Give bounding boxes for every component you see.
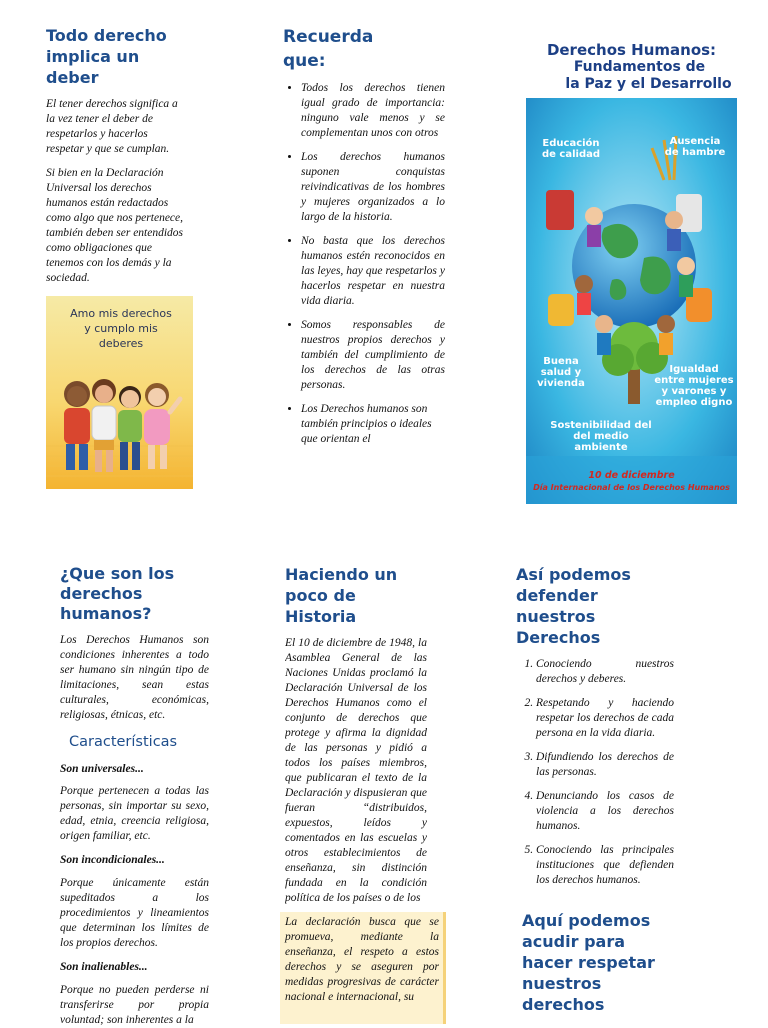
label-hunger: Ausencia de hambre [664,136,726,158]
children-illustration [46,296,193,489]
deber-paragraph-2: Si bien en la Declaración Universal los derechos humanos están redactados como algo que nos pertenece, también deben ser entendidos como obligaciones que tenemos con los demás y la sociedad. [46,167,184,284]
historia-highlight-box [280,912,446,1024]
inalienable-text: Porque no pueden perderse ni transferirse por propia voluntad; son inherentes a la [60,984,209,1026]
list-item: • Somos responsables de nuestros propios derechos y también del cumplimiento de los derechos de las otras personas. [301,318,445,393]
universal-text: Porque pertenecen a todas las personas, sin importar su sexo, edad, etnia, creencia religiosa, origen familiar, etc. [60,785,209,842]
historia-highlight-text: La declaración busca que se promueva, mediante la enseñanza, el respeto a estos derechos y se aseguren por medidas progresivas de carácter nacional e internacional, su [285,916,439,1003]
list-item: 1. Conociendo nuestros derechos y deberes. [536,657,674,687]
list-item: 4. Denunciando los casos de violencia a los derechos humanos. [536,789,674,834]
panel-title-acudir: Aquí podemos acudir para hacer respetar nuestros derechos [522,911,655,1014]
illustration-caption: Amo mis derechos y cumplo mis deberes [70,307,172,350]
incondicional-heading: Son incondicionales... [60,854,165,866]
cover-artwork [526,98,737,504]
label-education: Educación de calidad [541,138,601,160]
panel-title-deber: Todo derecho implica un deber [46,26,167,87]
label-environment: Sostenibilidad del del medio ambiente [550,420,652,453]
label-equality: Igualdad entre mujeres y varones y empleo digno [654,364,734,408]
historia-paragraph: El 10 de diciembre de 1948, la Asamblea General de las Naciones Unidas proclamó la Declaración Universal de los Derechos Humanos como el conjunto de derechos que protege y afirma la dignidad de las personas y pidió a todos los países miembros, que publicaran el texto de la Declaración y dispusieran que fueran “distribuidos, expuestos, leídos y comentados en las escuelas y otros establecimientos de enseñanza, sin distinción fundada en la condición política de los países o de los [285,637,427,904]
list-item: • Los derechos humanos suponen conquistas reivindicativas de los hombres y mujeres organizados a lo largo de la historia. [301,150,445,225]
cover-date: 10 de diciembre Día Internacional de los Derechos Humanos [533,470,730,492]
recuerda-list [285,81,445,456]
deber-paragraph-1: El tener derechos significa a la vez tener el deber de respetarlos y hacerlos respetar y que se cumplan. [46,98,178,155]
universal-heading: Son universales... [60,763,144,775]
panel-title-defender: Así podemos defender nuestros Derechos [516,565,631,647]
inalienable-heading: Son inalienables... [60,961,148,973]
list-item: • Los Derechos humanos son también principios o ideales que orientan el [301,402,445,447]
label-health: Buena salud y vivienda [537,356,585,389]
list-item: • Todos los derechos tienen igual grado de importancia: ninguno vale menos y se complementan unos con otros [301,81,445,141]
incondicional-text: Porque únicamente están supeditados a los procedimientos y lineamientos que determinan los límites de los propios derechos. [60,877,209,949]
caracteristicas-heading: Características [69,734,178,750]
panel-title-que-son: ¿Que son los derechos humanos? [60,564,175,623]
list-item: 5. Conociendo las principales instituciones que defienden los derechos humanos. [536,843,674,888]
panel-title-recuerda: Recuerda que: [283,27,374,71]
cover-poster [526,36,737,504]
defender-list [516,657,674,897]
que-son-intro: Los Derechos Humanos son condiciones inherentes a todo ser humano sin ningún tipo de limitaciones, sean estas culturales, económicas, religiosas, étnicas, etc. [60,634,209,721]
cover-title: Derechos Humanos: Fundamentos de la Paz y el Desarrollo [546,41,732,92]
list-item: 2. Respetando y haciendo respetar los derechos de cada persona en la vida diaria. [536,696,674,741]
list-item: • No basta que los derechos humanos estén reconocidos en las leyes, hay que respetarlos y hacerlos respetar en nuestra vida diaria. [301,234,445,309]
panel-title-historia: Haciendo un poco de Historia [285,565,398,626]
list-item: 3. Difundiendo los derechos de las personas. [536,750,674,780]
